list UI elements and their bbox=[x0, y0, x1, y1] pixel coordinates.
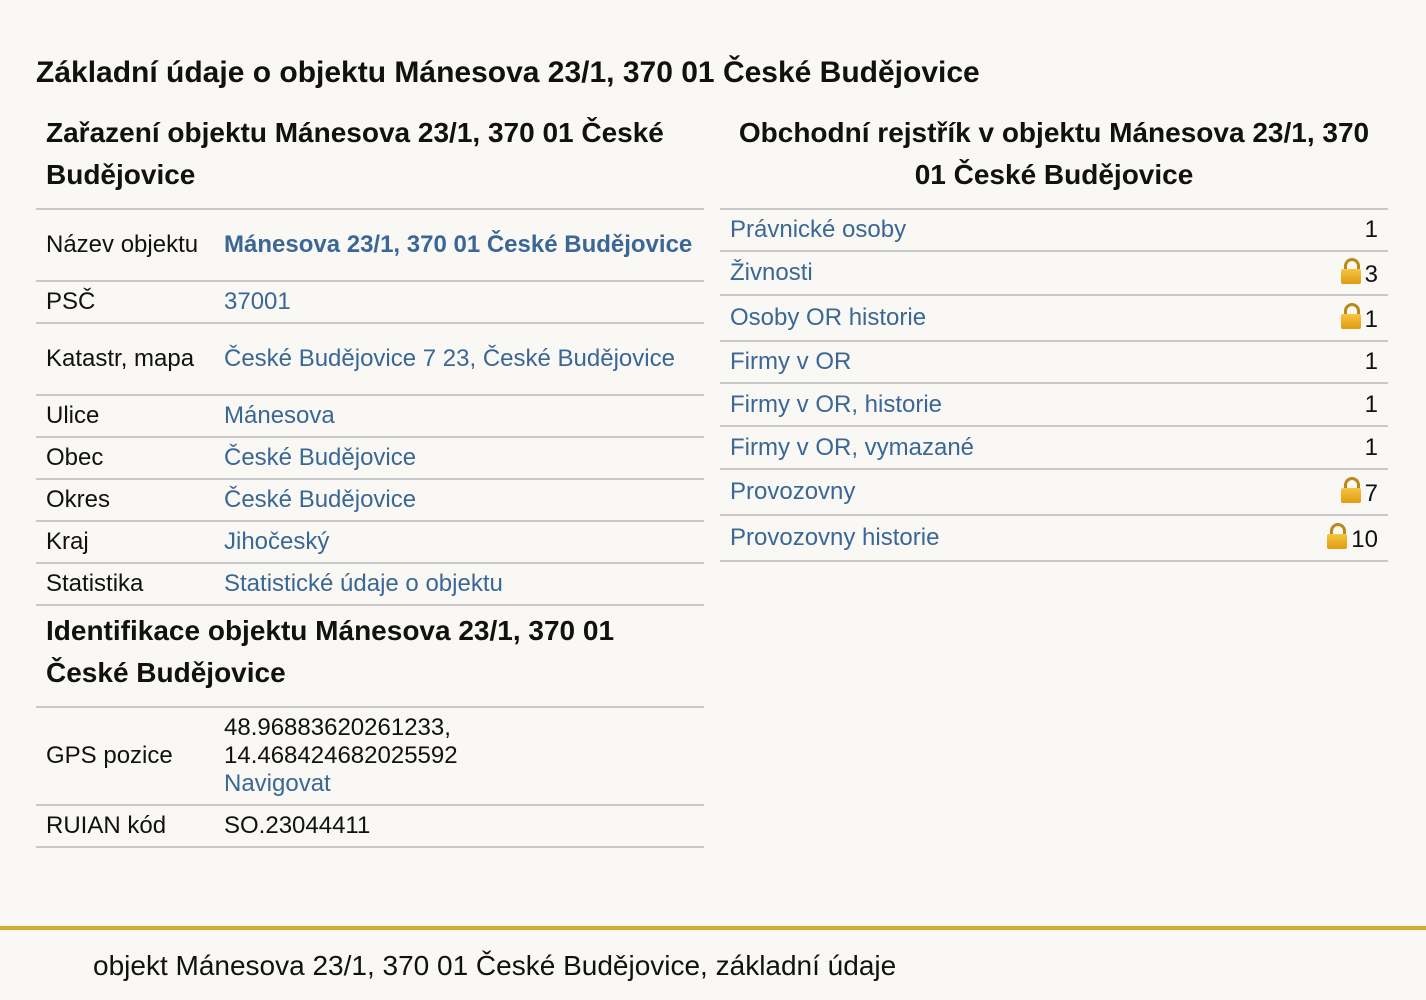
navigate-link[interactable]: Navigovat bbox=[224, 770, 331, 797]
identifikace-title: Identifikace objektu Mánesova 23/1, 370 01 České Budějovice bbox=[46, 615, 615, 688]
rejstrik-count: 10 bbox=[1351, 525, 1378, 553]
rejstrik-count: 1 bbox=[1364, 305, 1378, 333]
lock-icon[interactable] bbox=[1341, 477, 1361, 503]
table-row bbox=[36, 707, 704, 805]
rejstrik-link[interactable]: Firmy v OR bbox=[730, 348, 852, 375]
rejstrik-table bbox=[720, 208, 1388, 562]
row-label: Ulice bbox=[36, 395, 214, 437]
row-label: Obec bbox=[36, 437, 214, 479]
kraj-link[interactable]: Jihočeský bbox=[224, 528, 330, 555]
gps-longitude: 14.468424682025592 bbox=[224, 742, 458, 769]
ruian-value: SO.23044411 bbox=[214, 805, 704, 847]
rejstrik-link[interactable]: Osoby OR historie bbox=[730, 304, 927, 331]
row-label: Statistika bbox=[36, 563, 214, 605]
table-row bbox=[36, 437, 704, 479]
table-row bbox=[36, 323, 704, 395]
rejstrik-count: 1 bbox=[1247, 209, 1388, 251]
rejstrik-count: 1 bbox=[1247, 426, 1388, 469]
statistika-link[interactable]: Statistické údaje o objektu bbox=[224, 570, 503, 597]
rejstrik-link[interactable]: Provozovny bbox=[730, 478, 856, 505]
ulice-link[interactable]: Mánesova bbox=[224, 402, 335, 429]
table-row bbox=[36, 805, 704, 847]
table-row bbox=[720, 295, 1388, 341]
left-column bbox=[36, 112, 704, 848]
footer-text: objekt Mánesova 23/1, 370 01 České Budějovice, základní údaje bbox=[93, 950, 897, 981]
rejstrik-link[interactable]: Firmy v OR, historie bbox=[730, 390, 943, 418]
lock-icon[interactable] bbox=[1341, 303, 1361, 329]
identifikace-table bbox=[36, 706, 704, 848]
table-row bbox=[36, 521, 704, 563]
page-title: Základní údaje o objektu Mánesova 23/1, 370 01 České Budějovice bbox=[36, 56, 980, 89]
table-row bbox=[720, 383, 1388, 426]
table-row bbox=[720, 251, 1388, 295]
rejstrik-count: 3 bbox=[1364, 260, 1378, 288]
okres-link[interactable]: České Budějovice bbox=[224, 486, 417, 513]
table-row bbox=[720, 515, 1388, 561]
table-row bbox=[720, 209, 1388, 251]
psc-link[interactable]: 37001 bbox=[224, 288, 291, 315]
table-row bbox=[36, 479, 704, 521]
row-label: Okres bbox=[36, 479, 214, 521]
rejstrik-link[interactable]: Provozovny historie bbox=[730, 524, 940, 551]
rejstrik-count: 1 bbox=[1247, 383, 1388, 426]
zarazeni-table bbox=[36, 208, 704, 606]
row-label: Název objektu bbox=[36, 209, 214, 281]
zarazeni-title: Zařazení objektu Mánesova 23/1, 370 01 České Budějovice bbox=[46, 117, 664, 190]
right-column bbox=[720, 112, 1388, 562]
rejstrik-link[interactable]: Právnické osoby bbox=[730, 216, 907, 243]
lock-icon[interactable] bbox=[1327, 523, 1347, 549]
table-row bbox=[720, 341, 1388, 383]
rejstrik-count: 7 bbox=[1364, 479, 1378, 507]
row-label: PSČ bbox=[36, 281, 214, 323]
footer-divider bbox=[0, 926, 1426, 930]
katastr-link[interactable]: České Budějovice 7 23, České Budějovice bbox=[224, 345, 675, 372]
rejstrik-link[interactable]: Firmy v OR, vymazané bbox=[730, 433, 975, 461]
table-row bbox=[36, 281, 704, 323]
table-row bbox=[720, 469, 1388, 515]
gps-latitude: 48.96883620261233, bbox=[224, 714, 451, 741]
row-label: Katastr, mapa bbox=[36, 323, 214, 395]
rejstrik-title: Obchodní rejstřík v objektu Mánesova 23/1, 370 01 České Budějovice bbox=[738, 117, 1370, 190]
table-row bbox=[36, 209, 704, 281]
row-label: GPS pozice bbox=[36, 707, 214, 805]
rejstrik-link[interactable]: Živnosti bbox=[730, 259, 813, 286]
rejstrik-count: 1 bbox=[1247, 341, 1388, 383]
row-label: RUIAN kód bbox=[36, 805, 214, 847]
lock-icon[interactable] bbox=[1341, 258, 1361, 284]
object-name-link[interactable]: Mánesova 23/1, 370 01 České Budějovice bbox=[224, 231, 693, 258]
table-row bbox=[720, 426, 1388, 469]
table-row bbox=[36, 395, 704, 437]
obec-link[interactable]: České Budějovice bbox=[224, 444, 417, 471]
row-label: Kraj bbox=[36, 521, 214, 563]
table-row bbox=[36, 563, 704, 605]
